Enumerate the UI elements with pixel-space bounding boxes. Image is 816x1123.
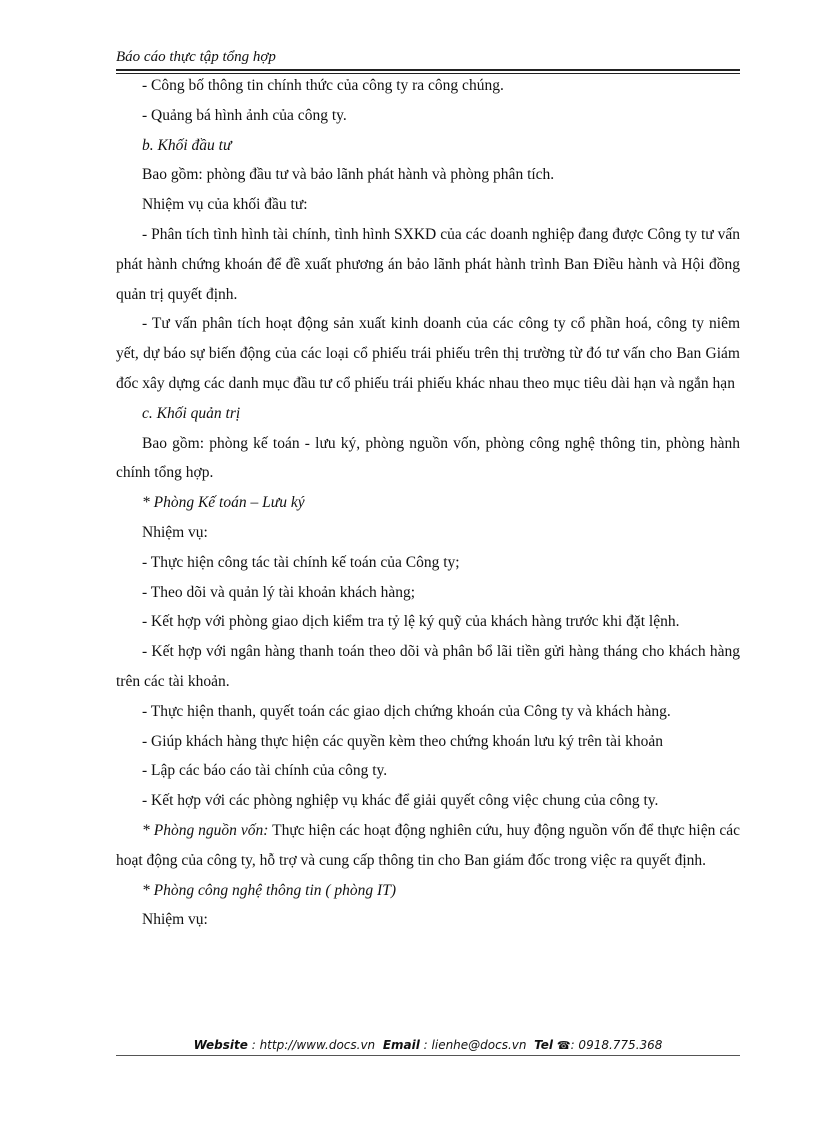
section-heading-administration: c. Khối quản trị xyxy=(142,404,241,422)
paragraph: - Quảng bá hình ảnh của công ty. xyxy=(142,106,347,124)
paragraph: - Tư vấn phân tích hoạt động sản xuất kinh doanh của các công ty cổ phần hoá, công ty niêm yết, dự báo sự biến động của các loại cổ phiếu trái phiếu trên thị trường từ đó tư vấn cho Ban Giám đốc xây dựng các danh mục đầu tư cổ phiếu trái phiếu khác nhau theo mục tiêu dài hạn và ngắn hạn xyxy=(116,315,740,392)
list-item: - Thực hiện thanh, quyết toán các giao dịch chứng khoán của Công ty và khách hàng. xyxy=(142,702,671,720)
subheading-capital: * Phòng nguồn vốn: xyxy=(142,821,269,839)
list-item: - Thực hiện công tác tài chính kế toán của Công ty; xyxy=(142,553,460,571)
footer-website-link[interactable]: : http://www.docs.vn xyxy=(251,1038,376,1052)
page-header-title: Báo cáo thực tập tổng hợp xyxy=(116,49,276,65)
section-heading-investment: b. Khối đầu tư xyxy=(142,136,232,154)
paragraph-capital-department xyxy=(116,816,740,876)
footer-tel-value: : 0918.775.368 xyxy=(570,1038,663,1052)
footer-email-link[interactable]: : lienhe@docs.vn xyxy=(423,1038,527,1052)
paragraph: - Phân tích tình hình tài chính, tình hình SXKD của các doanh nghiệp đang được Công ty tư vấn phát hành chứng khoán để đề xuất phương án bảo lãnh phát hành trình Ban Điều hành và Hội đồng quản trị quyết định. xyxy=(116,225,740,303)
paragraph: Bao gồm: phòng đầu tư và bảo lãnh phát hành và phòng phân tích. xyxy=(142,166,555,184)
subheading-accounting: * Phòng Kế toán – Lưu ký xyxy=(142,494,305,512)
page-footer xyxy=(116,1037,740,1054)
list-item: - Giúp khách hàng thực hiện các quyền kèm theo chứng khoán lưu ký trên tài khoản xyxy=(142,732,664,750)
footer-rule xyxy=(116,1055,740,1056)
list-item: - Theo dõi và quản lý tài khoản khách hàng; xyxy=(142,583,416,601)
footer-email-label: Email xyxy=(382,1038,420,1052)
footer-tel-label: Tel xyxy=(534,1038,554,1052)
paragraph-text: Thực hiện các hoạt động nghiên cứu, huy động nguồn vốn để thực hiện các hoạt động của công ty, hỗ trợ và cung cấp thông tin cho Ban giám đốc trong việc ra quyết định. xyxy=(116,821,740,869)
phone-icon: ☎ xyxy=(556,1039,571,1052)
list-item: - Kết hợp với ngân hàng thanh toán theo dõi và phân bổ lãi tiền gửi hàng tháng cho khách hàng trên các tài khoản. xyxy=(116,643,740,690)
paragraph: - Công bố thông tin chính thức của công ty ra công chúng. xyxy=(142,77,504,94)
document-body xyxy=(116,71,740,935)
paragraph: Nhiệm vụ của khối đầu tư: xyxy=(142,196,308,214)
list-item: - Lập các báo cáo tài chính của công ty. xyxy=(142,762,388,780)
paragraph: Nhiệm vụ: xyxy=(142,911,208,929)
paragraph: Bao gồm: phòng kế toán - lưu ký, phòng nguồn vốn, phòng công nghệ thông tin, phòng hành chính tổng hợp. xyxy=(116,434,740,482)
paragraph: Nhiệm vụ: xyxy=(142,523,208,541)
list-item: - Kết hợp với phòng giao dịch kiểm tra tỷ lệ ký quỹ của khách hàng trước khi đặt lệnh. xyxy=(142,613,680,631)
footer-website-label: Website xyxy=(193,1038,248,1052)
subheading-it: * Phòng công nghệ thông tin ( phòng IT) xyxy=(142,881,397,899)
list-item: - Kết hợp với các phòng nghiệp vụ khác để giải quyết công việc chung của công ty. xyxy=(142,792,659,810)
